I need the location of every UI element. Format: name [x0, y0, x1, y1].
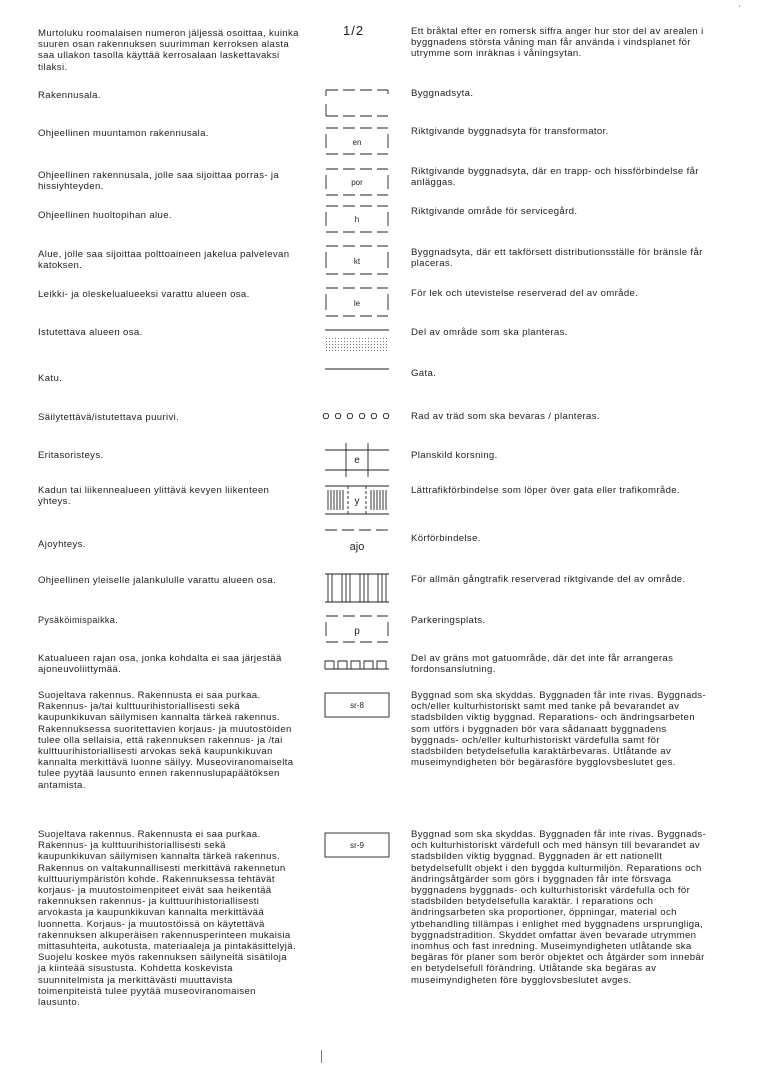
legend-text-sv: Lättrafikförbindelse som löper över gata eller trafikområde.: [411, 485, 680, 496]
legend-text-sv: Byggnad som ska skyddas. Byggnaden får inte rivas. Byggnads- och/eller kulturhistoriskt samt med tanke på bevarandet av stadsbilden viktig byggnad. Reparations- och ändringsarbeten som utförs i byggnaden bör vara sådanaatt byggnadens byggnads- och/eller kulturhistoriskt värdefulla samt för stadsbilden betydelsefulla karaktärbevaras. Utlåtande av museimyndigheten bör begärasföre bygglovsbeslutet ges.: [411, 690, 707, 769]
planting-area-symbol: [322, 325, 392, 357]
service-yard-symbol: [322, 202, 392, 236]
legend-text-sv: Körförbindelse.: [411, 533, 481, 544]
legend-text-fi: Leikki- ja oleskelualueeksi varattu alueen osa.: [38, 289, 250, 300]
symbol-code: e: [354, 455, 360, 466]
symbol-code: por: [351, 178, 363, 187]
legend-text-sv: För lek och utevistelse reserverad del av område.: [411, 288, 639, 299]
legend-text-sv: För allmän gångtrafik reserverad riktgivande del av område.: [411, 574, 686, 585]
street-symbol: [322, 362, 392, 384]
legend-text-fi: Murtoluku roomalaisen numeron jäljessä osoittaa, kuinka suuren osan rakennuksen suurimman kerroksen alasta saa ullakon tasolla käyttää kerrosalaan laskettavaksi tilaksi.: [38, 28, 299, 73]
legend-text-fi: Ohjeellinen yleiselle jalankululle varattu alueen osa.: [38, 575, 277, 586]
legend-text-fi: Eritasoristeys.: [38, 450, 104, 461]
no-vehicle-access-symbol: [322, 656, 392, 674]
tree-row-symbol: [322, 408, 392, 424]
legend-text-sv: Riktgivande byggnadsyta för transformator.: [411, 126, 609, 137]
symbol-code: y: [354, 496, 360, 507]
legend-text-fi: Katualueen rajan osa, jonka kohdalta ei saa järjestää ajoneuvoliittymää.: [38, 653, 282, 676]
page-number: 1/2: [343, 23, 365, 38]
grade-separated-junction-symbol: [322, 440, 392, 480]
building-area-symbol: [322, 86, 392, 120]
legend-text-sv: Rad av träd som ska bevaras / planteras.: [411, 411, 600, 422]
legend-text-fi: Säilytettävä/istutettava puurivi.: [38, 412, 180, 423]
pedestrian-area-symbol: [322, 570, 392, 606]
protected-building-sr9-symbol: [322, 830, 392, 860]
legend-text-fi: Istutettava alueen osa.: [38, 327, 143, 338]
legend-text-fi: Ohjeellinen huoltopihan alue.: [38, 210, 172, 221]
legend-text-fi: Pysäköimispaikka.: [38, 615, 118, 625]
legend-text-sv: Gata.: [411, 368, 437, 379]
legend-text-sv: Riktgivande byggnadsyta, där en trapp- och hissförbindelse får anläggas.: [411, 166, 699, 189]
driveway-symbol: [322, 524, 392, 558]
legend-text-sv: Byggnadsyta, där ett takförsett distributionsställe för bränsle får placeras.: [411, 247, 703, 270]
corner-mark: ': [739, 6, 741, 12]
pedestrian-crossing-symbol: [322, 482, 392, 518]
symbol-code: le: [353, 299, 361, 308]
legend-text-fi: Ajoyhteys.: [38, 539, 86, 550]
legend-text-sv: Planskild korsning.: [411, 450, 498, 461]
legend-text-sv: Parkeringsplats.: [411, 615, 486, 626]
legend-text-sv: Ett bråktal efter en romersk siffra anger hur stor del av arealen i byggnadens största våning man får använda i vindsplanet för utrymme som inräknas i våningsytan.: [411, 26, 704, 60]
transformer-area-symbol: [322, 124, 392, 158]
footer-mark: [321, 1050, 322, 1063]
protected-building-sr8-symbol: [322, 690, 392, 720]
symbol-code: kt: [353, 257, 361, 266]
parking-symbol: [322, 612, 392, 646]
legend-text-fi: Kadun tai liikennealueen ylittävä kevyen liikenteen yhteys.: [38, 485, 270, 508]
legend-text-fi: Alue, jolle saa sijoittaa polttoaineen jakelua palvelevan katoksen.: [38, 249, 290, 272]
symbol-code: en: [352, 138, 362, 147]
legend-text-sv: Del av gräns mot gatuområde, där det inte får arrangeras fordonsanslutning.: [411, 653, 674, 676]
symbol-code: sr-9: [350, 841, 364, 850]
legend-text-sv: Byggnad som ska skyddas. Byggnaden får inte rivas. Byggnads- och kulturhistoriskt värdefull och med hänsyn till bevarandet av stadsbilden viktig byggnad. Byggnaden är ett nationellt betydelsefullt objekt i den byggda kulturmiljön. Reparations och ändringsåtgärder som görs i byggnaden får inte försvaga byggnadens byggnads- och kulturhistoriskt värdefulla och för stadsbilden betydelsefulla karaktär. I reparations och ändringsarbeten ska proportioner, öppningar, material och ytbehandling tillämpas i enlighet med byggnadens ursprungliga, byggnadstradition. Skyddet omfattar även bevarade utrymmen inomhus och fast inredning. Museimyndigheten utlåtande ska begäras för planer som berör objektet och åtgärder som innebär en betydelsefull förändring. Utlåtande ska begäras av museimyndigheten före bygglovsbeslutet avges.: [411, 829, 707, 986]
legend-text-fi: Suojeltava rakennus. Rakennusta ei saa purkaa. Rakennus- ja/tai kulttuurihistoriallisesti sekä kaupunkikuvan säilymisen kannalta tärkeä rakennus. Rakennuksessa suoritettavien korjaus- ja muutostöiden tulee olla sellaisia, että rakennuksen rakennus- ja /tai kulttuurihistoriallisesti arvokas sekä kaupunkikuvan kannalta merkittävä luonne säilyy. Museoviranomaiselta tulee pyytää lausunto ennen rakennuslupapäätöksen antamista.: [38, 690, 294, 791]
legend-text-fi: Ohjeellinen rakennusala, jolle saa sijoittaa porras- ja hissiyhteyden.: [38, 170, 280, 193]
stair-elevator-area-symbol: [322, 165, 392, 199]
legend-text-sv: Byggnadsyta.: [411, 88, 474, 99]
fuel-canopy-area-symbol: [322, 242, 392, 278]
legend-text-fi: Suojeltava rakennus. Rakennusta ei saa purkaa. Rakennus- ja kulttuurihistoriallisesti sekä kaupunkikuvan säilymisen kannalta tärkeä rakennus. Rakennus on valtakunnallisesti merkittävä rakennetun kulttuuriympäristön kohde. Rakennuksessa tehtävät korjaus- ja muutostoimenpiteet eivät saa heikentää rakennuksen rakennus- ja kulttuurihistoriallisesti arvokasta ja kaupunkikuvan kannalta merkittävää luonnetta. Korjaus- ja muutostöissä on käytettävä rakennuksen alkuperäisen rakennusperinteen mukaisia mittasuhteita, aukotusta, materiaaleja ja pintakäsittelyjä. Suojelu koskee myös rakennuksen säilyneitä sisätiloja ja kiinteää sisustusta. Kohdetta koskevista suunnitelmista ja merkittävästi muuttavista toimenpiteistä tulee pyytää museoviranomaisen lausunto.: [38, 829, 296, 1009]
symbol-code: h: [354, 215, 360, 224]
legend-text-fi: Ohjeellinen muuntamon rakennusala.: [38, 128, 209, 139]
symbol-code: p: [354, 626, 360, 637]
symbol-code: ajo: [349, 541, 365, 553]
legend-text-fi: Katu.: [38, 373, 63, 384]
symbol-code: sr-8: [350, 701, 364, 710]
play-area-symbol: [322, 284, 392, 320]
legend-text-sv: Del av område som ska planteras.: [411, 327, 568, 338]
legend-text-fi: Rakennusala.: [38, 90, 101, 101]
legend-text-sv: Riktgivande område för servicegård.: [411, 206, 578, 217]
